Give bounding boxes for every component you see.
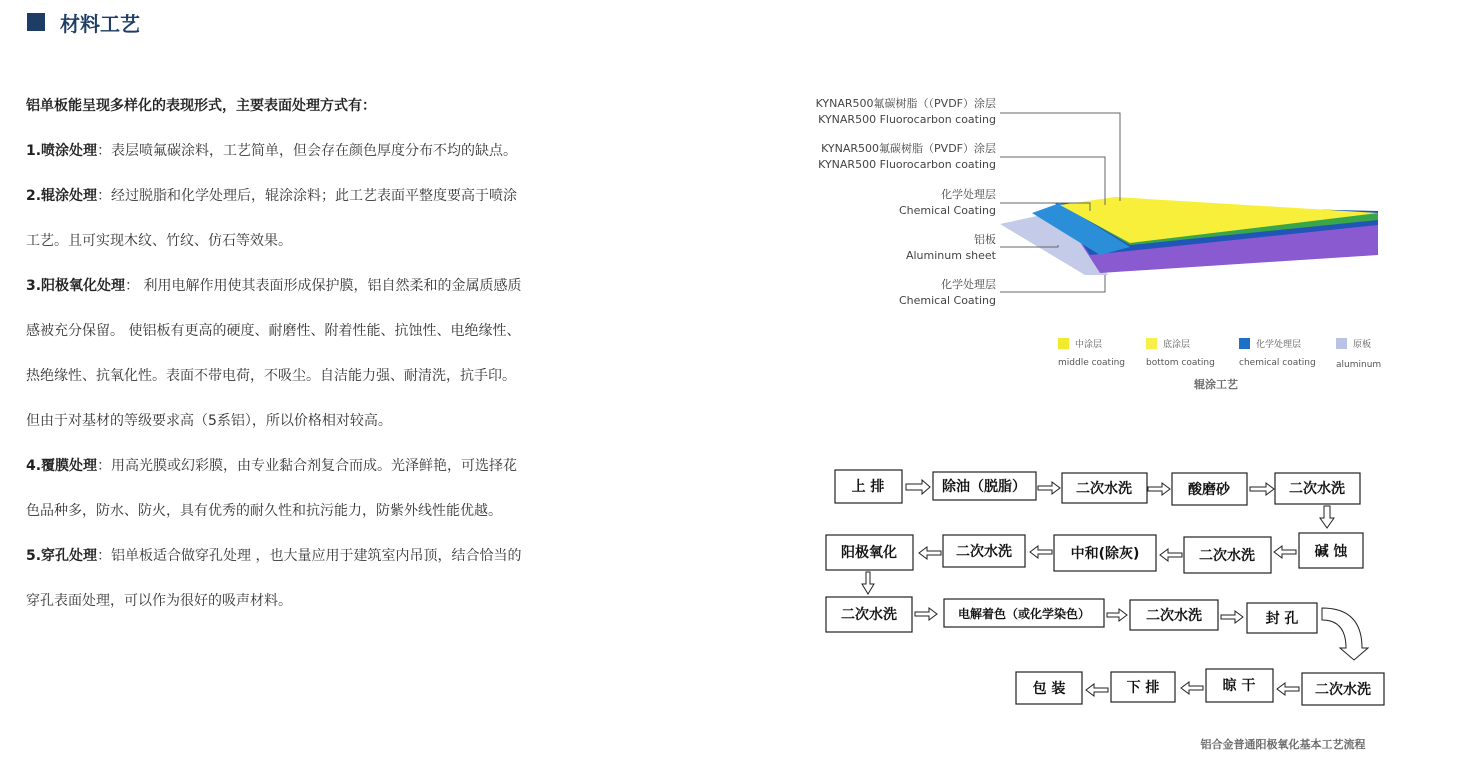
step-label-r2-4: 二次水洗 <box>1199 548 1255 564</box>
arrow-right-icon <box>1148 483 1170 495</box>
intro-text: 铝单板能呈现多样化的表现形式，主要表面处理方式有： <box>26 98 376 114</box>
anodizing-flow-diagram <box>820 460 1420 760</box>
arrow-left-icon <box>1277 683 1299 695</box>
step-label-r1-4: 酸磨砂 <box>1188 482 1230 498</box>
section-header <box>27 10 140 34</box>
section-title: 材料工艺 <box>60 11 140 36</box>
layer-label-en-1: KYNAR500 Fluorocarbon coating <box>818 113 996 126</box>
layer-label-en-5: Chemical Coating <box>898 294 996 307</box>
legend-en-bottom: bottom coating <box>1146 358 1215 368</box>
figure1-caption: 辊涂工艺 <box>1194 378 1238 391</box>
legend-swatch-middle <box>1058 338 1069 349</box>
arrow-right-icon <box>1107 609 1127 621</box>
legend-swatch-aluminum <box>1336 338 1347 349</box>
step-label-r4-4: 二次水洗 <box>1315 682 1371 698</box>
item-anodize: 3.阳极氧化处理： 利用电解作用使其表面形成保护膜，铝自然柔和的金属质感质 <box>26 278 522 294</box>
step-label-r2-2: 二次水洗 <box>956 544 1012 560</box>
step-label-r2-3: 中和(除灰) <box>1070 546 1140 562</box>
item-film-cont: 色品种多，防水、防火，具有优秀的耐久性和抗污能力，防紫外线性能优越。 <box>26 503 502 519</box>
arrow-down-icon <box>862 572 874 594</box>
item-film: 4.覆膜处理：用高光膜或幻彩膜，由专业黏合剂复合而成。光泽鲜艳，可选择花 <box>26 458 518 474</box>
item-perforate-cont: 穿孔表面处理，可以作为很好的吸声材料。 <box>26 593 292 609</box>
step-label-r3-4: 封 孔 <box>1265 611 1299 627</box>
step-label-r4-3: 晾 干 <box>1222 678 1256 694</box>
layer-label-cn-3: 化学处理层 <box>941 188 996 201</box>
legend-swatch-chemical <box>1239 338 1250 349</box>
layer-label-en-4: Aluminum sheet <box>905 249 996 262</box>
layer-label-en-2: KYNAR500 Fluorocarbon coating <box>818 158 996 171</box>
content-text <box>26 84 586 624</box>
step-label-r2-1: 阳极氧化 <box>841 545 897 561</box>
legend-en-middle: middle coating <box>1058 358 1126 368</box>
arrow-right-icon <box>906 480 930 494</box>
layer-label-cn-5: 化学处理层 <box>941 278 996 291</box>
curved-arrow-icon <box>1322 608 1368 660</box>
legend-cn-bottom: 底涂层 <box>1163 340 1191 350</box>
legend-swatch-bottom <box>1146 338 1157 349</box>
layer-label-cn-1: KYNAR500氟碳树脂（（PVDF）涂层 <box>815 97 996 110</box>
item-anodize-cont-2: 热绝缘性、抗氧化性。表面不带电荷，不吸尘。自洁能力强、耐清洗，抗手印。 <box>26 368 516 384</box>
arrow-left-icon <box>1030 546 1052 558</box>
arrow-right-icon <box>1221 611 1243 623</box>
arrow-right-icon <box>915 608 937 620</box>
step-label-r1-3: 二次水洗 <box>1076 481 1132 497</box>
layer-label-en-3: Chemical Coating <box>898 204 996 217</box>
arrow-left-icon <box>1086 684 1108 696</box>
item-roll-cont: 工艺。且可实现木纹、竹纹、仿石等效果。 <box>26 233 292 249</box>
arrow-left-icon <box>1160 549 1182 561</box>
arrow-left-icon <box>1274 546 1296 558</box>
arrow-left-icon <box>919 547 941 559</box>
legend-en-aluminum: aluminum <box>1336 360 1382 370</box>
layer-label-cn-2: KYNAR500氟碳树脂（PVDF）涂层 <box>821 142 996 155</box>
step-label-r1-2: 除油（脱脂） <box>942 479 1026 495</box>
arrow-left-icon <box>1181 682 1203 694</box>
arrow-right-icon <box>1038 482 1060 494</box>
legend-en-chemical: chemical coating <box>1239 358 1316 368</box>
item-roll: 2.辊涂处理：经过脱脂和化学处理后，辊涂涂料；此工艺表面平整度要高于喷涂 <box>26 188 518 204</box>
figure2-caption: 铝合金普通阳极氧化基本工艺流程 <box>1200 738 1366 751</box>
legend-cn-middle: 中涂层 <box>1075 340 1103 350</box>
legend-cn-aluminum: 原板 <box>1353 340 1372 350</box>
roll-coating-diagram <box>760 85 1420 405</box>
item-anodize-cont-1: 感被充分保留。 使铝板有更高的硬度、耐磨性、附着性能、抗蚀性、电绝缘性、 <box>26 323 521 339</box>
item-perforate: 5.穿孔处理：铝单板适合做穿孔处理 ，也大量应用于建筑室内吊顶，结合恰当的 <box>26 548 522 564</box>
step-label-r2-5: 碱 蚀 <box>1314 544 1348 560</box>
header-square-icon <box>27 13 45 31</box>
legend-cn-chemical: 化学处理层 <box>1256 340 1302 350</box>
step-label-r1-5: 二次水洗 <box>1289 481 1345 497</box>
arrow-down-icon <box>1320 506 1334 528</box>
item-spray: 1.喷涂处理：表层喷氟碳涂料，工艺简单，但会存在颜色厚度分布不均的缺点。 <box>26 143 518 159</box>
step-label-r3-1: 二次水洗 <box>841 607 897 623</box>
step-label-r4-1: 包 装 <box>1032 681 1066 697</box>
step-label-r1-1: 上 排 <box>851 479 885 495</box>
item-anodize-cont-3: 但由于对基材的等级要求高（5系铝），所以价格相对较高。 <box>26 413 392 429</box>
layer-label-cn-4: 铝板 <box>974 233 996 246</box>
arrow-right-icon <box>1250 483 1274 495</box>
step-label-r4-2: 下 排 <box>1126 680 1160 696</box>
step-label-r3-2: 电解着色（或化学染色） <box>957 607 1091 621</box>
step-label-r3-3: 二次水洗 <box>1146 608 1202 624</box>
